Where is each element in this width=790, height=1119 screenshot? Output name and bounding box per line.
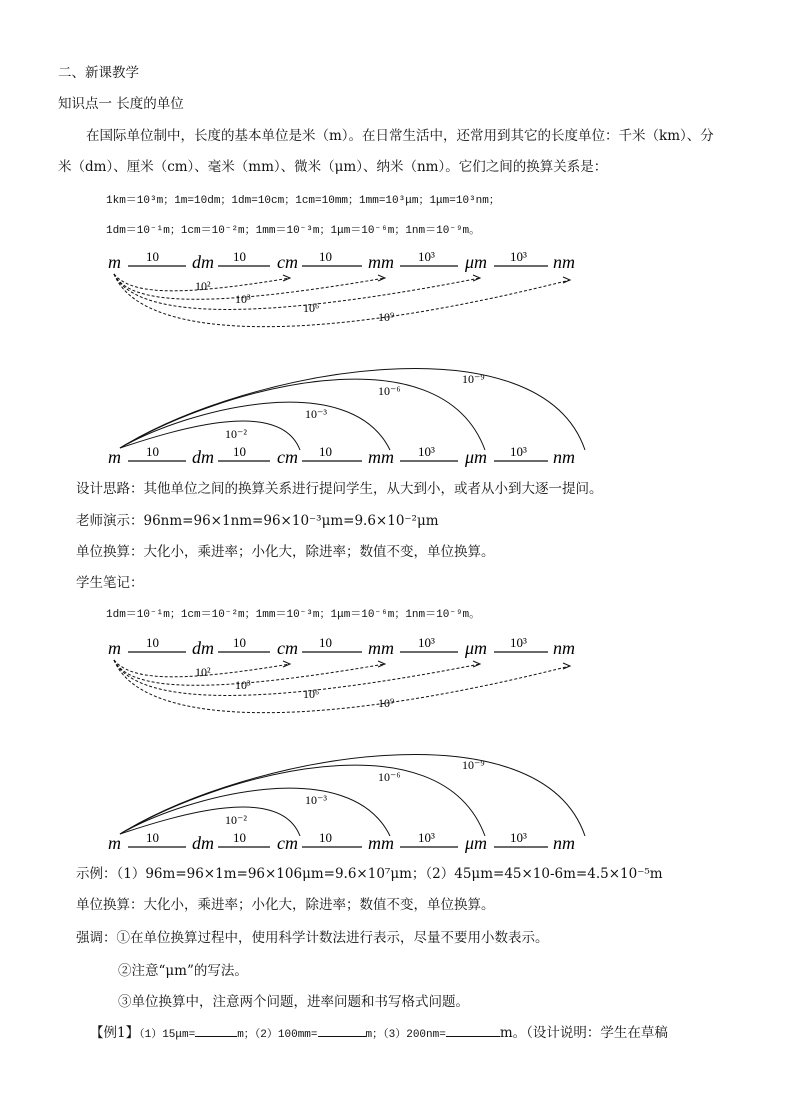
emphasis-3: ③单位换算中，注意两个问题，进率问题和书写格式问题。 xyxy=(118,994,469,1010)
example-1-part1: （1）15μm= xyxy=(139,1029,196,1041)
up-label-3: 10⁻⁶ xyxy=(378,384,401,398)
example-1 xyxy=(90,1023,668,1044)
unit-um-2: μm xyxy=(465,447,488,467)
unit-mm-3: mm xyxy=(368,638,394,658)
unit-conversion-rule-2: 单位换算：大化小，乘进率；小化大，除进率；数值不变，单位换算。 xyxy=(76,897,495,913)
emphasis-2: ②注意“μm”的写法。 xyxy=(118,963,248,979)
step-1-c: 10 xyxy=(146,635,159,650)
step-1-d: 10 xyxy=(146,830,159,845)
unit-m-2: m xyxy=(108,447,121,467)
emphasis-1: 强调：①在单位换算过程中，使用科学计数法进行表示，尽量不要用小数表示。 xyxy=(76,930,549,946)
diagram-1-svg xyxy=(100,248,600,478)
up-label-1: 10⁻² xyxy=(225,427,247,441)
example-1-unit3: m。（设计说明：学生在草稿 xyxy=(499,1025,668,1041)
unit-nm-3: nm xyxy=(553,638,575,658)
student-notes-label: 学生笔记： xyxy=(76,575,144,591)
step-3-b: 10 xyxy=(319,444,332,459)
section-heading: 二、新课教学 xyxy=(58,65,139,81)
step-2-b: 10 xyxy=(233,444,246,459)
intro-paragraph-line1: 在国际单位制中，长度的基本单位是米（m）。在日常生活中，还常用到其它的长度单位：千米（km）、分 xyxy=(86,128,714,144)
unit-cm-2: cm xyxy=(277,447,298,467)
down-label-4-b: 10⁹ xyxy=(378,696,395,710)
step-5-b: 10³ xyxy=(510,444,527,459)
intro-paragraph-line2: 米（dm）、厘米（cm）、毫米（mm）、微米（μm）、纳米（nm）。它们之间的换算关系是： xyxy=(58,159,608,175)
step-2-d: 10 xyxy=(233,830,246,845)
unit-mm-4: mm xyxy=(368,833,394,853)
teacher-demo: 老师演示：96nm=96×1nm=96×10⁻³μm=9.6×10⁻²μm xyxy=(76,513,439,529)
unit-m: m xyxy=(108,252,121,272)
step-4-c: 10³ xyxy=(418,635,435,650)
answer-blank-1[interactable] xyxy=(195,1023,237,1037)
unit-m-3: m xyxy=(108,638,121,658)
step-5-d: 10³ xyxy=(510,830,527,845)
unit-cm-4: cm xyxy=(277,833,298,853)
step-1-b: 10 xyxy=(146,444,159,459)
conversion-line-3: 1dm＝10⁻¹m；1cm＝10⁻²m；1mm＝10⁻³m；1μm＝10⁻⁶m；1nm＝10⁻⁹m。 xyxy=(106,609,481,621)
step-4-b: 10³ xyxy=(418,444,435,459)
down-label-3: 10⁶ xyxy=(303,301,320,315)
unit-dm-3: dm xyxy=(192,638,214,658)
unit-cm-3: cm xyxy=(277,638,298,658)
step-3-d: 10 xyxy=(319,830,332,845)
example-line: 示例：（1）96m=96×1m=96×106μm=9.6×10⁷μm；（2）45μm=45×10-6m=4.5×10⁻⁵m xyxy=(76,866,663,882)
down-label-2: 10³ xyxy=(235,292,251,306)
unit-um-4: μm xyxy=(465,833,488,853)
design-idea: 设计思路：其他单位之间的换算关系进行提问学生，从大到小，或者从小到大逐一提问。 xyxy=(76,481,603,497)
unit-nm-2: nm xyxy=(553,447,575,467)
step-5: 10³ xyxy=(510,249,527,264)
unit-mm: mm xyxy=(368,252,394,272)
unit-nm: nm xyxy=(553,252,575,272)
unit-cm: cm xyxy=(277,252,298,272)
unit-um-3: μm xyxy=(465,638,488,658)
answer-blank-3[interactable] xyxy=(446,1023,500,1037)
unit-mm-2: mm xyxy=(368,447,394,467)
up-label-4-b: 10⁻⁹ xyxy=(462,758,485,772)
answer-blank-2[interactable] xyxy=(318,1023,366,1037)
unit-um: μm xyxy=(465,252,488,272)
conversion-line-2: 1dm＝10⁻¹m；1cm＝10⁻²m；1mm＝10⁻³m；1μm＝10⁻⁶m；1nm＝10⁻⁹m。 xyxy=(106,225,481,237)
step-2: 10 xyxy=(233,249,246,264)
step-1: 10 xyxy=(146,249,159,264)
unit-conversion-rule-1: 单位换算：大化小，乘进率；小化大，除进率；数值不变，单位换算。 xyxy=(76,544,495,560)
conversion-diagram-1 xyxy=(100,248,600,478)
example-1-unit2: m；（3）200nm= xyxy=(365,1029,446,1041)
step-4: 10³ xyxy=(418,249,435,264)
knowledge-point-title: 知识点一 长度的单位 xyxy=(58,96,184,112)
unit-m-4: m xyxy=(108,833,121,853)
up-label-4: 10⁻⁹ xyxy=(462,372,485,386)
step-3: 10 xyxy=(319,249,332,264)
step-2-c: 10 xyxy=(233,635,246,650)
step-3-c: 10 xyxy=(319,635,332,650)
diagram-2-svg xyxy=(100,634,600,864)
conversion-diagram-2 xyxy=(100,634,600,864)
example-1-unit1: m；（2）100mm= xyxy=(237,1029,318,1041)
conversion-line-1: 1km＝10³m；1m=10dm；1dm=10cm；1cm=10mm；1mm=10³μm；1μm=10³nm； xyxy=(106,195,500,207)
down-label-1: 10² xyxy=(195,279,211,293)
down-label-1-b: 10² xyxy=(195,665,211,679)
down-label-3-b: 10⁶ xyxy=(303,687,320,701)
step-5-c: 10³ xyxy=(510,635,527,650)
unit-dm: dm xyxy=(192,252,214,272)
unit-dm-4: dm xyxy=(192,833,214,853)
unit-dm-2: dm xyxy=(192,447,214,467)
up-label-2-b: 10⁻³ xyxy=(305,793,327,807)
up-label-1-b: 10⁻² xyxy=(225,813,247,827)
step-4-d: 10³ xyxy=(418,830,435,845)
up-label-3-b: 10⁻⁶ xyxy=(378,770,401,784)
example-1-label: 【例1】 xyxy=(90,1025,140,1041)
up-label-2: 10⁻³ xyxy=(305,407,327,421)
down-label-4: 10⁹ xyxy=(378,310,395,324)
down-label-2-b: 10³ xyxy=(235,678,251,692)
unit-nm-4: nm xyxy=(553,833,575,853)
